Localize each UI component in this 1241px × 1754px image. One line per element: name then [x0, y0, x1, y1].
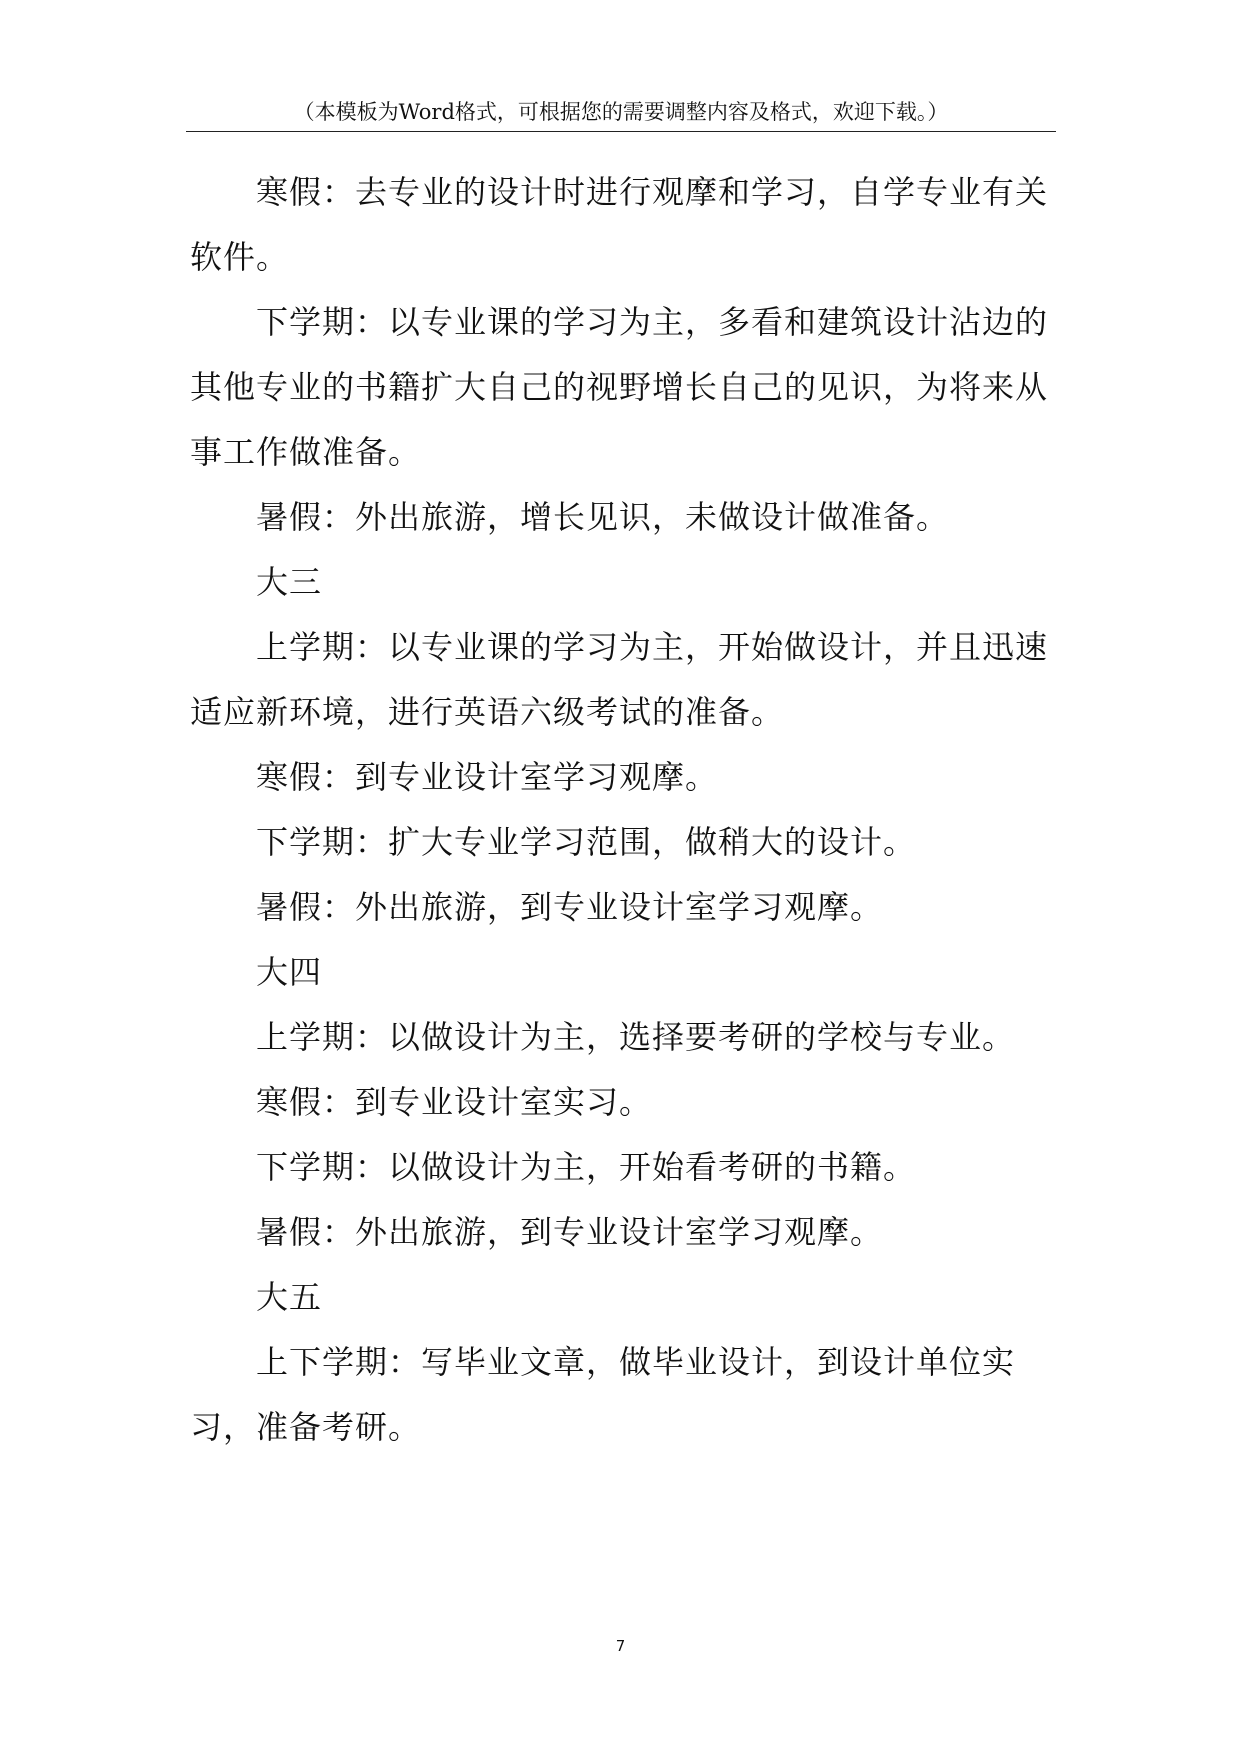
- paragraph-fall-semester-4: 上学期：以做设计为主，选择要考研的学校与专业。: [256, 1018, 1016, 1056]
- page-header: （本模板为Word格式，可根据您的需要调整内容及格式，欢迎下载。）: [293, 100, 949, 124]
- paragraph-summer-break-4: 暑假：外出旅游，到专业设计室学习观摩。: [256, 1213, 884, 1251]
- paragraph-spring-semester-4: 下学期：以做设计为主，开始看考研的书籍。: [256, 1148, 917, 1186]
- header-rule: [186, 131, 1056, 132]
- paragraph-summer-break-2: 暑假：外出旅游，增长见识，未做设计做准备。: [256, 498, 950, 536]
- paragraph-winter-break-4: 寒假：到专业设计室实习。: [256, 1083, 653, 1121]
- paragraph-winter-break-2: 寒假：去专业的设计时进行观摩和学习，自学专业有关软件。: [190, 173, 1049, 276]
- section-heading-year-4: 大四: [256, 953, 323, 991]
- page-number: 7: [615, 1637, 626, 1655]
- paragraph-spring-semester-3: 下学期：扩大专业学习范围，做稍大的设计。: [256, 823, 917, 861]
- paragraph-summer-break-3: 暑假：外出旅游，到专业设计室学习观摩。: [256, 888, 884, 926]
- paragraph-spring-semester-2: 下学期：以专业课的学习为主，多看和建筑设计沾边的其他专业的书籍扩大自己的视野增长自己的见识，为将来从事工作做准备。: [190, 303, 1049, 471]
- section-heading-year-3: 大三: [256, 563, 323, 601]
- paragraph-winter-break-3: 寒假：到专业设计室学习观摩。: [256, 758, 719, 796]
- paragraph-both-semesters-5: 上下学期：写毕业文章，做毕业设计，到设计单位实习，准备考研。: [190, 1343, 1016, 1446]
- section-heading-year-5: 大五: [256, 1278, 323, 1316]
- paragraph-fall-semester-3: 上学期：以专业课的学习为主，开始做设计，并且迅速适应新环境，进行英语六级考试的准备。: [190, 628, 1049, 731]
- document-body: [190, 160, 1060, 1460]
